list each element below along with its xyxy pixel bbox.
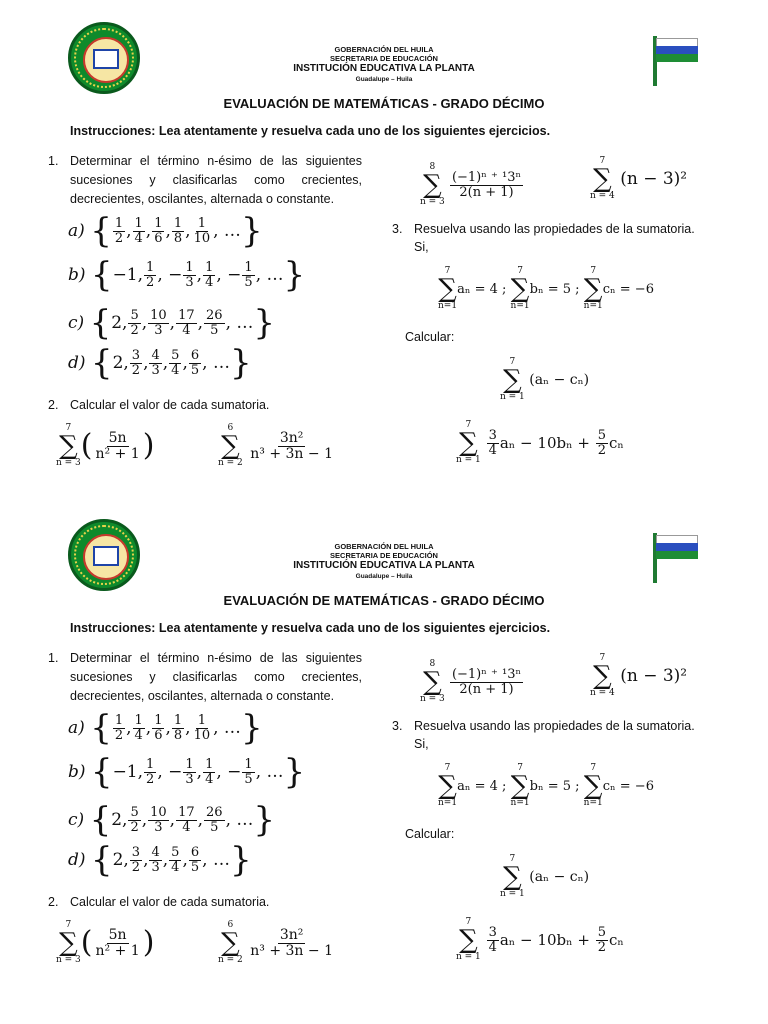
q1-text: Determinar el término n-ésimo de las siguientes sucesiones y clasificarlas como crecientes, decrecientes, oscilantes, alternada o constante. [70, 651, 362, 703]
instructions: Instrucciones: Lea atentamente y resuelva cada uno de los siguientes ejercicios. [70, 124, 551, 138]
sum-q2-3: 8 ∑ n = 3 $\frac{\text{(−1)ⁿ ⁺ ¹3ⁿ}}{2(n + 1)}$ [420, 659, 522, 704]
sum-calc-2: 7 ∑ n = 1 $\frac{3}{4}$ aₙ − 10bₙ + $\frac{5}{2}$ cₙ [456, 420, 624, 465]
sum-calc-1: 7 ∑ n = 1 (aₙ − cₙ) [500, 357, 590, 402]
header-line-1: GOBERNACIÓN DEL HUILA [334, 45, 434, 54]
exam-title: EVALUACIÓN DE MATEMÁTICAS - GRADO DÉCIMO [223, 593, 545, 608]
sum-calc-1: 7 ∑ n = 1 (aₙ − cₙ) [500, 854, 590, 899]
q3-number: 3. [392, 719, 403, 733]
sum-q2-2: 6 ∑ n = 2 $\frac{\text{3n²}}{\text{n³ + 3n − 1}}$ [218, 423, 333, 468]
q3-text: Resuelva usando las propiedades de la sumatoria. [414, 719, 695, 733]
q3-number: 3. [392, 222, 403, 236]
q2-text: Calcular el valor de cada sumatoria. [70, 398, 270, 412]
q3-si: Si, [414, 737, 429, 751]
header-line-4: Guadalupe – Huila [355, 573, 413, 580]
sum-conditions: 7 ∑ n=1 aₙ = 4 ; 7 ∑ n=1 bₙ = 5 ; 7 ∑ n=1 cₙ = −6 [438, 763, 654, 808]
instructions: Instrucciones: Lea atentamente y resuelva cada uno de los siguientes ejercicios. [70, 621, 551, 635]
q1-number: 1. [48, 651, 59, 665]
sequence-b: b) { −1, $\frac{1}{2}$ , − $\frac{1}{3}$ , $\frac{1}{4}$ , − $\frac{1}{5}$ , … } [68, 255, 306, 295]
sequence-a: a) { $\frac{1}{2}$ , $\frac{1}{4}$ , $\frac{1}{6}$ , $\frac{1}{8}$ , $\frac{1}{10}$ , … } [68, 708, 263, 748]
sum-q2-2: 6 ∑ n = 2 $\frac{\text{3n²}}{\text{n³ + 3n − 1}}$ [218, 920, 333, 965]
sum-conditions: 7 ∑ n=1 aₙ = 4 ; 7 ∑ n=1 bₙ = 5 ; 7 ∑ n=1 cₙ = −6 [438, 266, 654, 311]
header-line-4: Guadalupe – Huila [355, 76, 413, 83]
sequence-c: c) { 2, $\frac{5}{2}$ , $\frac{10}{3}$ , $\frac{17}{4}$ , $\frac{26}{5}$ , … } [68, 303, 276, 343]
q2-number: 2. [48, 895, 59, 909]
sum-calc-2: 7 ∑ n = 1 $\frac{3}{4}$ aₙ − 10bₙ + $\frac{5}{2}$ cₙ [456, 917, 624, 962]
school-seal-logo [68, 22, 140, 94]
sequence-b: b) { −1, $\frac{1}{2}$ , − $\frac{1}{3}$ , $\frac{1}{4}$ , − $\frac{1}{5}$ , … } [68, 752, 306, 792]
q1-text: Determinar el término n-ésimo de las siguientes sucesiones y clasificarlas como crecientes, decrecientes, oscilantes, alternada o constante. [70, 154, 362, 206]
sum-q2-4: 7 ∑ n = 4 (n − 3)² [590, 156, 688, 201]
sequence-c: c) { 2, $\frac{5}{2}$ , $\frac{10}{3}$ , $\frac{17}{4}$ , $\frac{26}{5}$ , … } [68, 800, 276, 840]
q2-number: 2. [48, 398, 59, 412]
sequence-d: d) { 2, $\frac{3}{2}$ , $\frac{4}{3}$ , $\frac{5}{4}$ , $\frac{6}{5}$ , … } [68, 343, 252, 383]
sum-q2-4: 7 ∑ n = 4 (n − 3)² [590, 653, 688, 698]
exam-title: EVALUACIÓN DE MATEMÁTICAS - GRADO DÉCIMO [223, 96, 545, 111]
header-line-3: INSTITUCIÓN EDUCATIVA LA PLANTA [293, 560, 475, 571]
header-line-3: INSTITUCIÓN EDUCATIVA LA PLANTA [293, 63, 475, 74]
q3-si: Si, [414, 240, 429, 254]
sequence-a: a) { $\frac{1}{2}$ , $\frac{1}{4}$ , $\frac{1}{6}$ , $\frac{1}{8}$ , $\frac{1}{10}$ , … } [68, 211, 263, 251]
school-seal-logo [68, 519, 140, 591]
header-line-1: GOBERNACIÓN DEL HUILA [334, 542, 434, 551]
sum-q2-1: 7 ∑ n = 3 ( $\frac{5n}{\text{n² + 1}}$ ) [56, 920, 155, 965]
sequence-d: d) { 2, $\frac{3}{2}$ , $\frac{4}{3}$ , $\frac{5}{4}$ , $\frac{6}{5}$ , … } [68, 840, 252, 880]
exam-sheet-bottom [0, 497, 768, 1009]
sum-q2-3: 8 ∑ n = 3 $\frac{\text{(−1)ⁿ ⁺ ¹3ⁿ}}{2(n + 1)}$ [420, 162, 522, 207]
q3-calcular: Calcular: [405, 827, 455, 841]
sum-q2-1: 7 ∑ n = 3 ( $\frac{5n}{\text{n² + 1}}$ ) [56, 423, 155, 468]
header-line-2: SECRETARIA DE EDUCACIÓN [330, 54, 438, 63]
q1-number: 1. [48, 154, 59, 168]
q3-calcular: Calcular: [405, 330, 455, 344]
q2-text: Calcular el valor de cada sumatoria. [70, 895, 270, 909]
q3-text: Resuelva usando las propiedades de la sumatoria. [414, 222, 695, 236]
header-line-2: SECRETARIA DE EDUCACIÓN [330, 551, 438, 560]
